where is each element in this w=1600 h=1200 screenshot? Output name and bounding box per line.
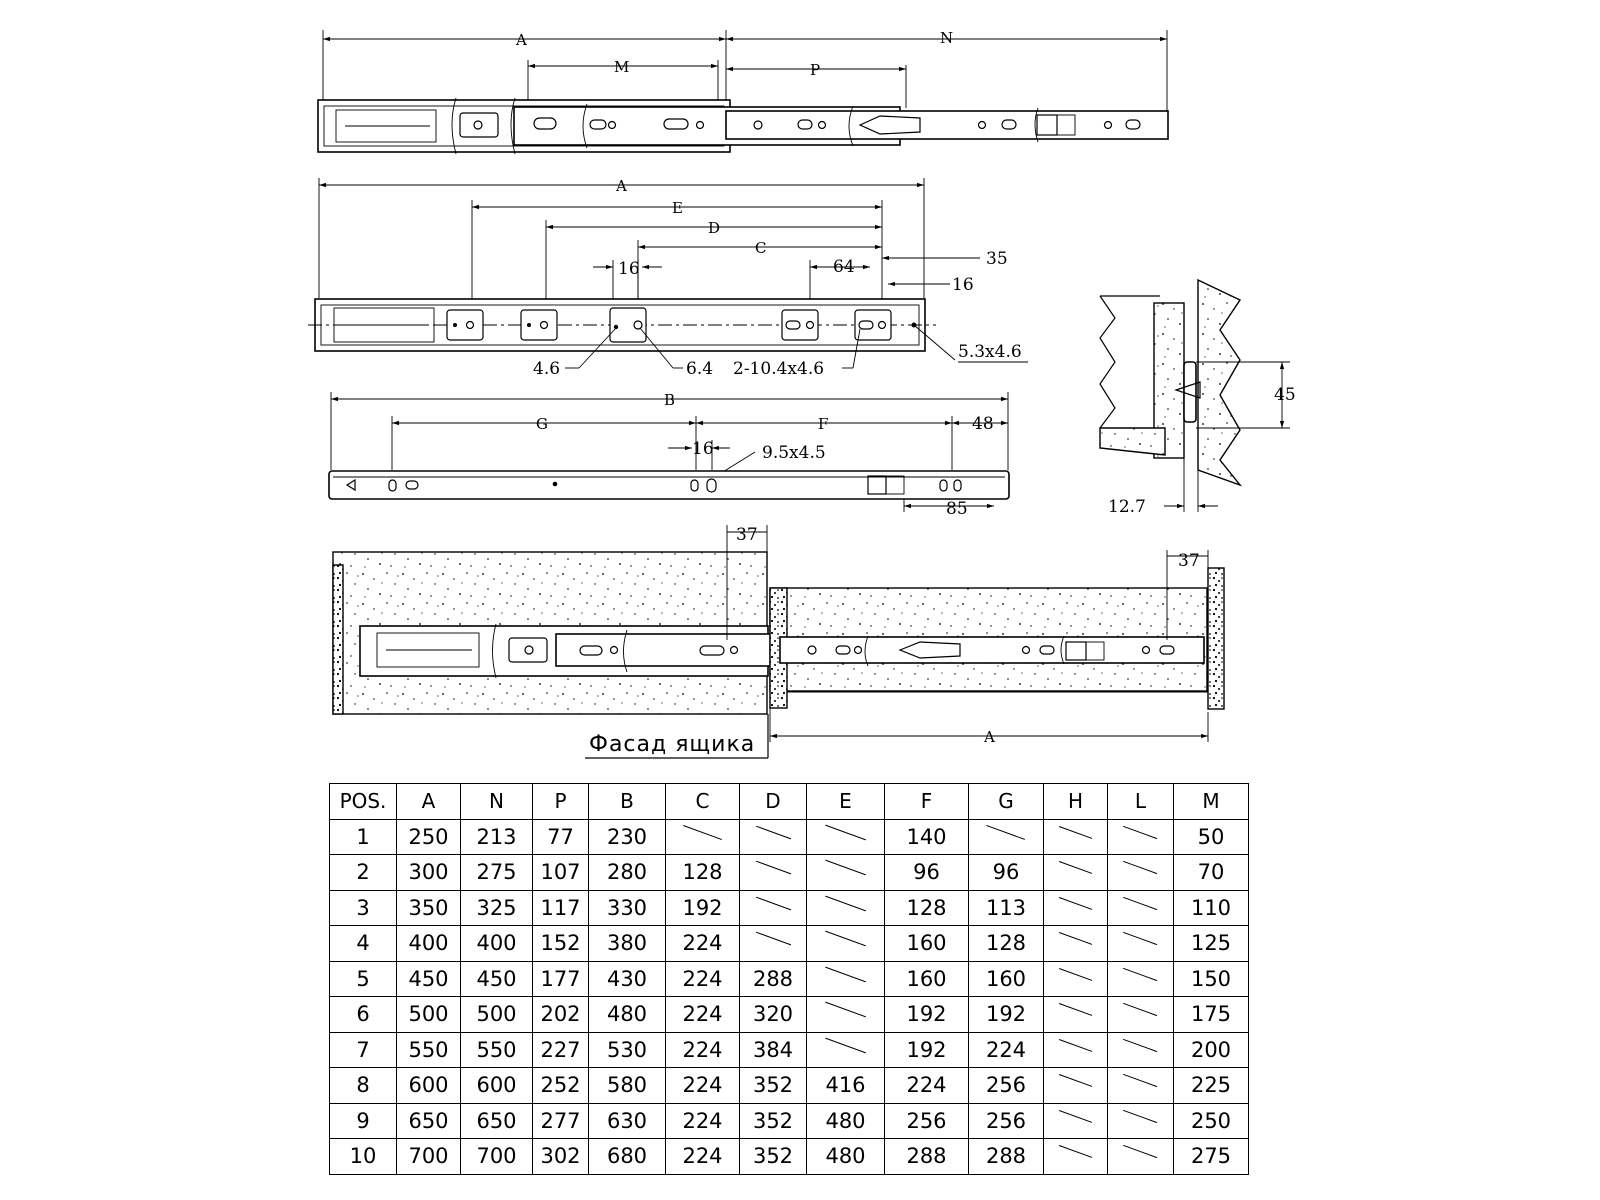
table-cell: 256 <box>969 1103 1044 1139</box>
table-cell: 150 <box>1174 961 1249 997</box>
table-header-row <box>330 784 1249 820</box>
column-header: L <box>1108 784 1174 820</box>
table-cell: 275 <box>1174 1139 1249 1175</box>
dim-B-bot: B <box>664 391 676 409</box>
dim-hole: 5.3x4.6 <box>958 342 1022 362</box>
dim-C-mid: C <box>755 239 767 257</box>
table-cell: 256 <box>885 1103 969 1139</box>
table-cell: 96 <box>969 855 1044 891</box>
dim-37b: 37 <box>1178 551 1200 571</box>
not-applicable-cell <box>969 819 1044 855</box>
table-cell: 480 <box>807 1139 885 1175</box>
not-applicable-cell <box>1108 890 1174 926</box>
table-cell: 175 <box>1174 997 1249 1033</box>
not-applicable-cell <box>1044 890 1108 926</box>
not-applicable-cell <box>1108 926 1174 962</box>
table-row <box>330 819 1249 855</box>
not-applicable-cell <box>1108 855 1174 891</box>
table-cell: 107 <box>533 855 589 891</box>
dim-16a: 16 <box>618 259 640 279</box>
table-cell: 50 <box>1174 819 1249 855</box>
table-cell: 650 <box>461 1103 533 1139</box>
not-applicable-cell <box>1044 1032 1108 1068</box>
table-cell: 320 <box>740 997 807 1033</box>
table-cell: 300 <box>397 855 461 891</box>
table-cell: 325 <box>461 890 533 926</box>
table-cell: 280 <box>589 855 666 891</box>
table-cell: 177 <box>533 961 589 997</box>
table-cell: 10 <box>330 1139 397 1175</box>
dim-slot2: 9.5x4.5 <box>762 443 826 463</box>
table-cell: 416 <box>807 1068 885 1104</box>
not-applicable-cell <box>807 1032 885 1068</box>
table-cell: 128 <box>885 890 969 926</box>
table-row <box>330 1068 1249 1104</box>
not-applicable-cell <box>807 855 885 891</box>
table-cell: 77 <box>533 819 589 855</box>
not-applicable-cell <box>1108 1139 1174 1175</box>
column-header: E <box>807 784 885 820</box>
table-cell: 70 <box>1174 855 1249 891</box>
table-cell: 550 <box>397 1032 461 1068</box>
table-cell: 352 <box>740 1068 807 1104</box>
table-cell: 480 <box>589 997 666 1033</box>
dim-P-top: P <box>810 61 821 79</box>
not-applicable-cell <box>740 926 807 962</box>
view-cabinet-member <box>308 177 1028 379</box>
not-applicable-cell <box>807 819 885 855</box>
table-cell: 113 <box>969 890 1044 926</box>
dim-A-mid: A <box>616 177 627 195</box>
table-cell: 700 <box>461 1139 533 1175</box>
table-cell: 224 <box>666 1139 740 1175</box>
table-cell: 224 <box>666 926 740 962</box>
dim-4-6: 4.6 <box>533 359 561 379</box>
column-header: M <box>1174 784 1249 820</box>
not-applicable-cell <box>666 819 740 855</box>
column-header: B <box>589 784 666 820</box>
table-cell: 224 <box>666 997 740 1033</box>
column-header: A <box>397 784 461 820</box>
column-header: D <box>740 784 807 820</box>
not-applicable-cell <box>807 890 885 926</box>
table-cell: 224 <box>969 1032 1044 1068</box>
not-applicable-cell <box>1108 1032 1174 1068</box>
table-cell: 200 <box>1174 1032 1249 1068</box>
table-cell: 380 <box>589 926 666 962</box>
table-cell: 450 <box>461 961 533 997</box>
column-header: P <box>533 784 589 820</box>
table-cell: 630 <box>589 1103 666 1139</box>
not-applicable-cell <box>1108 961 1174 997</box>
not-applicable-cell <box>1044 1068 1108 1104</box>
table-cell: 125 <box>1174 926 1249 962</box>
dim-16c: 16 <box>692 439 714 459</box>
table-cell: 225 <box>1174 1068 1249 1104</box>
not-applicable-cell <box>1044 926 1108 962</box>
table-cell: 192 <box>969 997 1044 1033</box>
dim-85: 85 <box>946 499 968 519</box>
not-applicable-cell <box>807 961 885 997</box>
column-header: H <box>1044 784 1108 820</box>
not-applicable-cell <box>1108 1068 1174 1104</box>
table-row <box>330 890 1249 926</box>
table-cell: 277 <box>533 1103 589 1139</box>
dim-F-bot: F <box>818 415 829 433</box>
table-row <box>330 1103 1249 1139</box>
dim-A-top: A <box>516 31 527 49</box>
table-cell: 5 <box>330 961 397 997</box>
table-cell: 9 <box>330 1103 397 1139</box>
table-cell: 224 <box>666 1103 740 1139</box>
table-cell: 250 <box>1174 1103 1249 1139</box>
table-row <box>330 855 1249 891</box>
table-cell: 330 <box>589 890 666 926</box>
table-row <box>330 961 1249 997</box>
table-cell: 700 <box>397 1139 461 1175</box>
table-cell: 352 <box>740 1139 807 1175</box>
dim-45: 45 <box>1274 385 1296 405</box>
table-cell: 4 <box>330 926 397 962</box>
table-cell: 227 <box>533 1032 589 1068</box>
table-cell: 288 <box>740 961 807 997</box>
table-cell: 600 <box>461 1068 533 1104</box>
table-cell: 580 <box>589 1068 666 1104</box>
not-applicable-cell <box>807 926 885 962</box>
table-cell: 302 <box>533 1139 589 1175</box>
table-cell: 430 <box>589 961 666 997</box>
table-cell: 650 <box>397 1103 461 1139</box>
table-row <box>330 1032 1249 1068</box>
table-cell: 352 <box>740 1103 807 1139</box>
table-cell: 252 <box>533 1068 589 1104</box>
table-cell: 160 <box>885 926 969 962</box>
table-cell: 213 <box>461 819 533 855</box>
not-applicable-cell <box>740 890 807 926</box>
dim-48: 48 <box>972 414 994 434</box>
table-cell: 480 <box>807 1103 885 1139</box>
dim-64: 64 <box>833 257 855 277</box>
table-cell: 680 <box>589 1139 666 1175</box>
dim-37a: 37 <box>736 525 758 545</box>
table-cell: 384 <box>740 1032 807 1068</box>
table-body <box>330 819 1249 1174</box>
table-cell: 350 <box>397 890 461 926</box>
not-applicable-cell <box>1044 855 1108 891</box>
table-cell: 400 <box>397 926 461 962</box>
column-header: G <box>969 784 1044 820</box>
table-cell: 7 <box>330 1032 397 1068</box>
dim-6-4: 6.4 <box>686 359 714 379</box>
column-header: F <box>885 784 969 820</box>
table-cell: 500 <box>461 997 533 1033</box>
facade-caption: Фасад ящика <box>589 732 756 757</box>
table-cell: 117 <box>533 890 589 926</box>
dim-35: 35 <box>986 249 1008 269</box>
not-applicable-cell <box>807 997 885 1033</box>
table-cell: 600 <box>397 1068 461 1104</box>
not-applicable-cell <box>1044 1103 1108 1139</box>
not-applicable-cell <box>1108 997 1174 1033</box>
not-applicable-cell <box>740 819 807 855</box>
view-extended-slide <box>318 29 1168 154</box>
table-cell: 224 <box>666 1068 740 1104</box>
view-assembly <box>333 525 1224 758</box>
not-applicable-cell <box>1044 819 1108 855</box>
dimension-table <box>329 783 1249 1175</box>
not-applicable-cell <box>1108 819 1174 855</box>
table-cell: 550 <box>461 1032 533 1068</box>
table-cell: 160 <box>885 961 969 997</box>
not-applicable-cell <box>1044 997 1108 1033</box>
table-cell: 250 <box>397 819 461 855</box>
table-cell: 530 <box>589 1032 666 1068</box>
table-cell: 400 <box>461 926 533 962</box>
table-cell: 192 <box>885 1032 969 1068</box>
table-cell: 288 <box>885 1139 969 1175</box>
table-cell: 275 <box>461 855 533 891</box>
column-header: N <box>461 784 533 820</box>
not-applicable-cell <box>1044 1139 1108 1175</box>
table-cell: 202 <box>533 997 589 1033</box>
table-cell: 128 <box>666 855 740 891</box>
table-cell: 160 <box>969 961 1044 997</box>
view-drawer-member <box>329 391 1009 519</box>
table-cell: 128 <box>969 926 1044 962</box>
table-cell: 192 <box>666 890 740 926</box>
table-cell: 2 <box>330 855 397 891</box>
dim-slot: 2-10.4x4.6 <box>733 359 825 379</box>
dim-M-top: M <box>614 58 630 76</box>
dim-N-top: N <box>940 29 954 47</box>
table-cell: 288 <box>969 1139 1044 1175</box>
table-cell: 224 <box>666 961 740 997</box>
table-cell: 1 <box>330 819 397 855</box>
table-cell: 110 <box>1174 890 1249 926</box>
table-cell: 256 <box>969 1068 1044 1104</box>
dim-16b: 16 <box>952 275 974 295</box>
table-cell: 3 <box>330 890 397 926</box>
table-cell: 140 <box>885 819 969 855</box>
dim-12-7: 12.7 <box>1108 497 1146 517</box>
dim-G-bot: G <box>536 415 548 433</box>
table-cell: 230 <box>589 819 666 855</box>
table-cell: 224 <box>885 1068 969 1104</box>
dim-E-mid: E <box>672 199 683 217</box>
not-applicable-cell <box>1108 1103 1174 1139</box>
not-applicable-cell <box>740 855 807 891</box>
not-applicable-cell <box>1044 961 1108 997</box>
dim-A-asm: A <box>984 728 995 746</box>
table-cell: 192 <box>885 997 969 1033</box>
dim-D-mid: D <box>708 219 721 237</box>
table-cell: 500 <box>397 997 461 1033</box>
table-cell: 450 <box>397 961 461 997</box>
column-header: C <box>666 784 740 820</box>
column-header: POS. <box>330 784 397 820</box>
table-row <box>330 997 1249 1033</box>
table-cell: 8 <box>330 1068 397 1104</box>
table-row <box>330 1139 1249 1175</box>
view-side-section <box>1100 280 1296 517</box>
table-row <box>330 926 1249 962</box>
table-cell: 152 <box>533 926 589 962</box>
table-cell: 224 <box>666 1032 740 1068</box>
table-cell: 6 <box>330 997 397 1033</box>
table-cell: 96 <box>885 855 969 891</box>
